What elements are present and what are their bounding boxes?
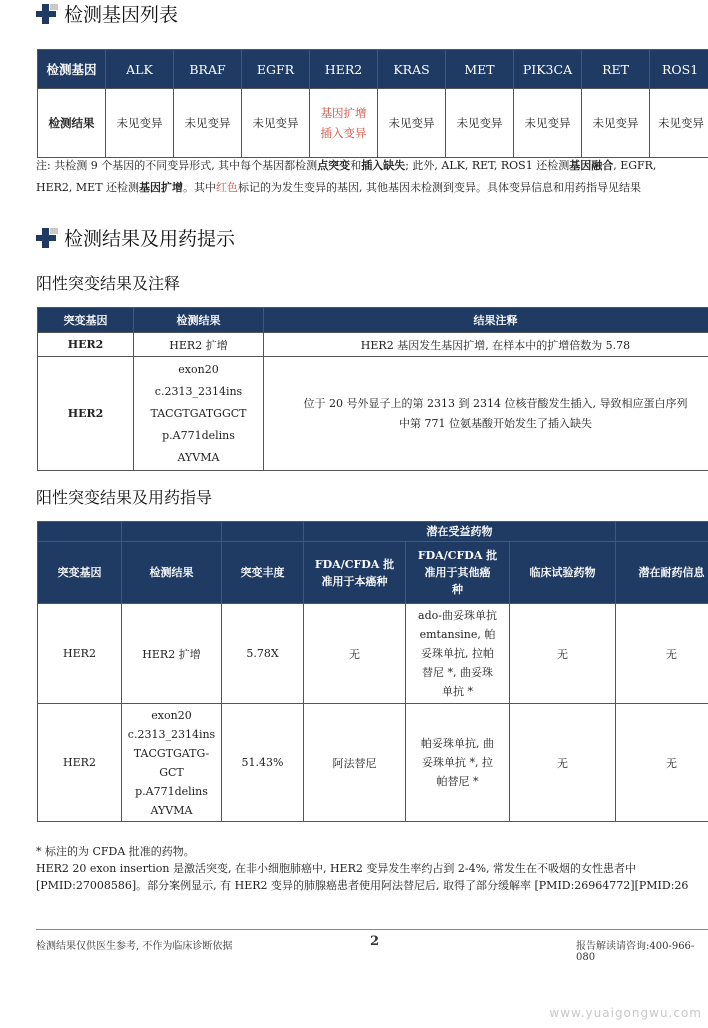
note-text: HER2, MET 还检测 — [36, 181, 140, 194]
note-text: , EGFR, — [613, 159, 657, 172]
result-cell — [122, 704, 222, 822]
gene-cell: HER2 — [38, 604, 122, 704]
gene-result: 未见变异 — [242, 89, 310, 158]
result-cell: HER2 扩增 — [134, 333, 264, 357]
plus-icon — [36, 228, 58, 248]
note-red-text: 红色 — [216, 181, 239, 194]
gene-row — [38, 50, 708, 89]
header-line: 种 — [452, 583, 463, 596]
annotation-line: 中第 771 位氨基酸开始发生了插入缺失 — [399, 416, 592, 430]
gene-cell: HER2 — [38, 357, 134, 471]
column-header — [304, 542, 406, 604]
section-title: 检测结果及用药提示 — [64, 228, 236, 250]
gene-result: 未见变异 — [650, 89, 708, 158]
gene-name: ALK — [106, 50, 174, 89]
gene-name: BRAF — [174, 50, 242, 89]
drug-line: 帕替尼 * — [436, 775, 479, 788]
drug-line: emtansine, 帕 — [419, 628, 496, 641]
result-line: p.A771delins — [162, 428, 235, 442]
result-cell — [134, 357, 264, 471]
result-line: AYVMA — [177, 450, 220, 464]
footnote-line: [PMID:27008586]。部分案例显示, 有 HER2 变异的肺腺癌患者使用阿法替尼后, 取得了部分缓解率 [PMID:26964772][PMID:26 — [36, 879, 689, 892]
annotation-cell — [264, 357, 708, 471]
note-bold: 基因扩增 — [139, 181, 184, 194]
table-header-row — [38, 542, 708, 604]
drug-line: 单抗 * — [442, 685, 473, 698]
subsection-title: 阳性突变结果及用药指导 — [36, 488, 213, 507]
table-header-row — [38, 308, 708, 333]
result-row — [38, 89, 708, 158]
gene-cell: HER2 — [38, 704, 122, 822]
result-line: AYVMA — [150, 803, 193, 817]
annotation-line: 位于 20 号外显子上的第 2313 到 2314 位核苷酸发生插入, 导致相应蛋白序列 — [303, 396, 688, 410]
column-header-blank — [38, 522, 122, 542]
approved-other-cell — [406, 604, 510, 704]
gene-name: EGFR — [242, 50, 310, 89]
result-line: c.2313_2314ins — [127, 727, 216, 741]
column-header: 突变丰度 — [222, 542, 304, 604]
note-text: 标记的为发生变异的基因, 其他基因未检测到变异。具体变异信息和用药指导见结果 — [238, 181, 642, 194]
column-header-blank — [222, 522, 304, 542]
header-line: 准用于其他癌 — [424, 566, 491, 579]
gene-list-table — [37, 49, 708, 158]
gene-name: ROS1 — [650, 50, 708, 89]
gene-name: PIK3CA — [514, 50, 582, 89]
note-text: 。其中 — [183, 181, 217, 194]
footer-contact: 报告解读请咨询:400-966-080 — [576, 941, 695, 963]
abundance-cell: 51.43% — [222, 704, 304, 822]
page-number: 2 — [370, 934, 380, 949]
table-row — [38, 357, 708, 471]
result-row-header: 检测结果 — [38, 89, 106, 158]
table-group-header-row — [38, 522, 708, 542]
result-line: TACGTGATGGCT — [150, 406, 247, 420]
column-header: 突变基因 — [38, 542, 122, 604]
column-header: 潜在耐药信息 — [616, 542, 708, 604]
column-header-blank — [616, 522, 708, 542]
gene-name: HER2 — [310, 50, 378, 89]
note-text: 注: 共检测 9 个基因的不同变异形式, 其中每个基因都检测 — [36, 159, 318, 172]
gene-result: 未见变异 — [514, 89, 582, 158]
gene-result: 未见变异 — [446, 89, 514, 158]
drug-line: 妥珠单抗, 拉帕 — [421, 647, 494, 660]
section-heading-gene-list — [36, 0, 178, 27]
note-text: ; 此外, ALK, RET, ROS1 还检测 — [405, 159, 570, 172]
result-cell: HER2 扩增 — [122, 604, 222, 704]
gene-result: 未见变异 — [174, 89, 242, 158]
gene-result-highlight — [310, 89, 378, 158]
drug-line: 帕妥珠单抗, 曲 — [421, 737, 494, 750]
gene-result: 未见变异 — [378, 89, 446, 158]
column-header: 突变基因 — [38, 308, 134, 333]
result-line: p.A771delins — [135, 784, 208, 798]
section-heading-results — [36, 224, 235, 251]
annotation-table — [37, 307, 708, 471]
note-bold: 点突变 — [317, 159, 351, 172]
result-line: TACGTGATG- — [133, 746, 210, 760]
drug-line: 妥珠单抗 *, 拉 — [422, 756, 493, 769]
trial-cell: 无 — [510, 604, 616, 704]
drug-line: ado-曲妥珠单抗 — [418, 609, 497, 622]
result-line: 基因扩增 — [320, 106, 367, 120]
result-line: c.2313_2314ins — [154, 384, 243, 398]
gene-cell: HER2 — [38, 333, 134, 357]
annotation-cell: HER2 基因发生基因扩增, 在样本中的扩增倍数为 5.78 — [264, 333, 708, 357]
column-header: 临床试验药物 — [510, 542, 616, 604]
resistance-cell: 无 — [616, 604, 708, 704]
approved-this-cell: 阿法替尼 — [304, 704, 406, 822]
abundance-cell: 5.78X — [222, 604, 304, 704]
result-line: exon20 — [178, 362, 219, 376]
drug-guidance-table — [37, 521, 708, 822]
column-header: 检测结果 — [134, 308, 264, 333]
gene-result: 未见变异 — [106, 89, 174, 158]
table-row — [38, 604, 708, 704]
column-header-blank — [122, 522, 222, 542]
header-line: FDA/CFDA 批 — [417, 549, 498, 562]
header-line: FDA/CFDA 批 — [314, 557, 395, 571]
note-text: 和 — [350, 159, 362, 172]
footer-divider — [36, 929, 708, 930]
note-bold: 基因融合 — [569, 159, 614, 172]
plus-icon — [36, 4, 58, 24]
watermark: www.yuaigongwu.com — [549, 1006, 702, 1020]
trial-cell: 无 — [510, 704, 616, 822]
gene-name: KRAS — [378, 50, 446, 89]
section-title: 检测基因列表 — [64, 4, 179, 26]
gene-name: MET — [446, 50, 514, 89]
result-line: exon20 — [151, 708, 192, 722]
column-header — [406, 542, 510, 604]
footer-disclaimer: 检测结果仅供医生参考, 不作为临床诊断依据 — [36, 941, 233, 952]
result-line: 插入变异 — [320, 126, 367, 140]
table-row — [38, 333, 708, 357]
column-header: 结果注释 — [264, 308, 708, 333]
gene-row-header: 检测基因 — [38, 50, 106, 89]
subsection-title: 阳性突变结果及注释 — [36, 274, 181, 293]
footnote-line: * 标注的为 CFDA 批准的药物。 — [36, 845, 195, 858]
footnote-line: HER2 20 exon insertion 是激活突变, 在非小细胞肺癌中, HER2 变异发生率约占到 2-4%, 常发生在不吸烟的女性患者中 — [36, 862, 637, 875]
drug-line: 替尼 *, 曲妥珠 — [422, 666, 493, 679]
note-bold: 插入缺失 — [361, 159, 406, 172]
table-row — [38, 704, 708, 822]
approved-this-cell: 无 — [304, 604, 406, 704]
header-line: 准用于本癌种 — [321, 574, 388, 588]
gene-name: RET — [582, 50, 650, 89]
gene-result: 未见变异 — [582, 89, 650, 158]
resistance-cell: 无 — [616, 704, 708, 822]
column-header: 检测结果 — [122, 542, 222, 604]
group-header: 潜在受益药物 — [304, 522, 616, 542]
approved-other-cell — [406, 704, 510, 822]
note-paragraph — [36, 155, 708, 199]
result-line: GCT — [159, 765, 184, 779]
